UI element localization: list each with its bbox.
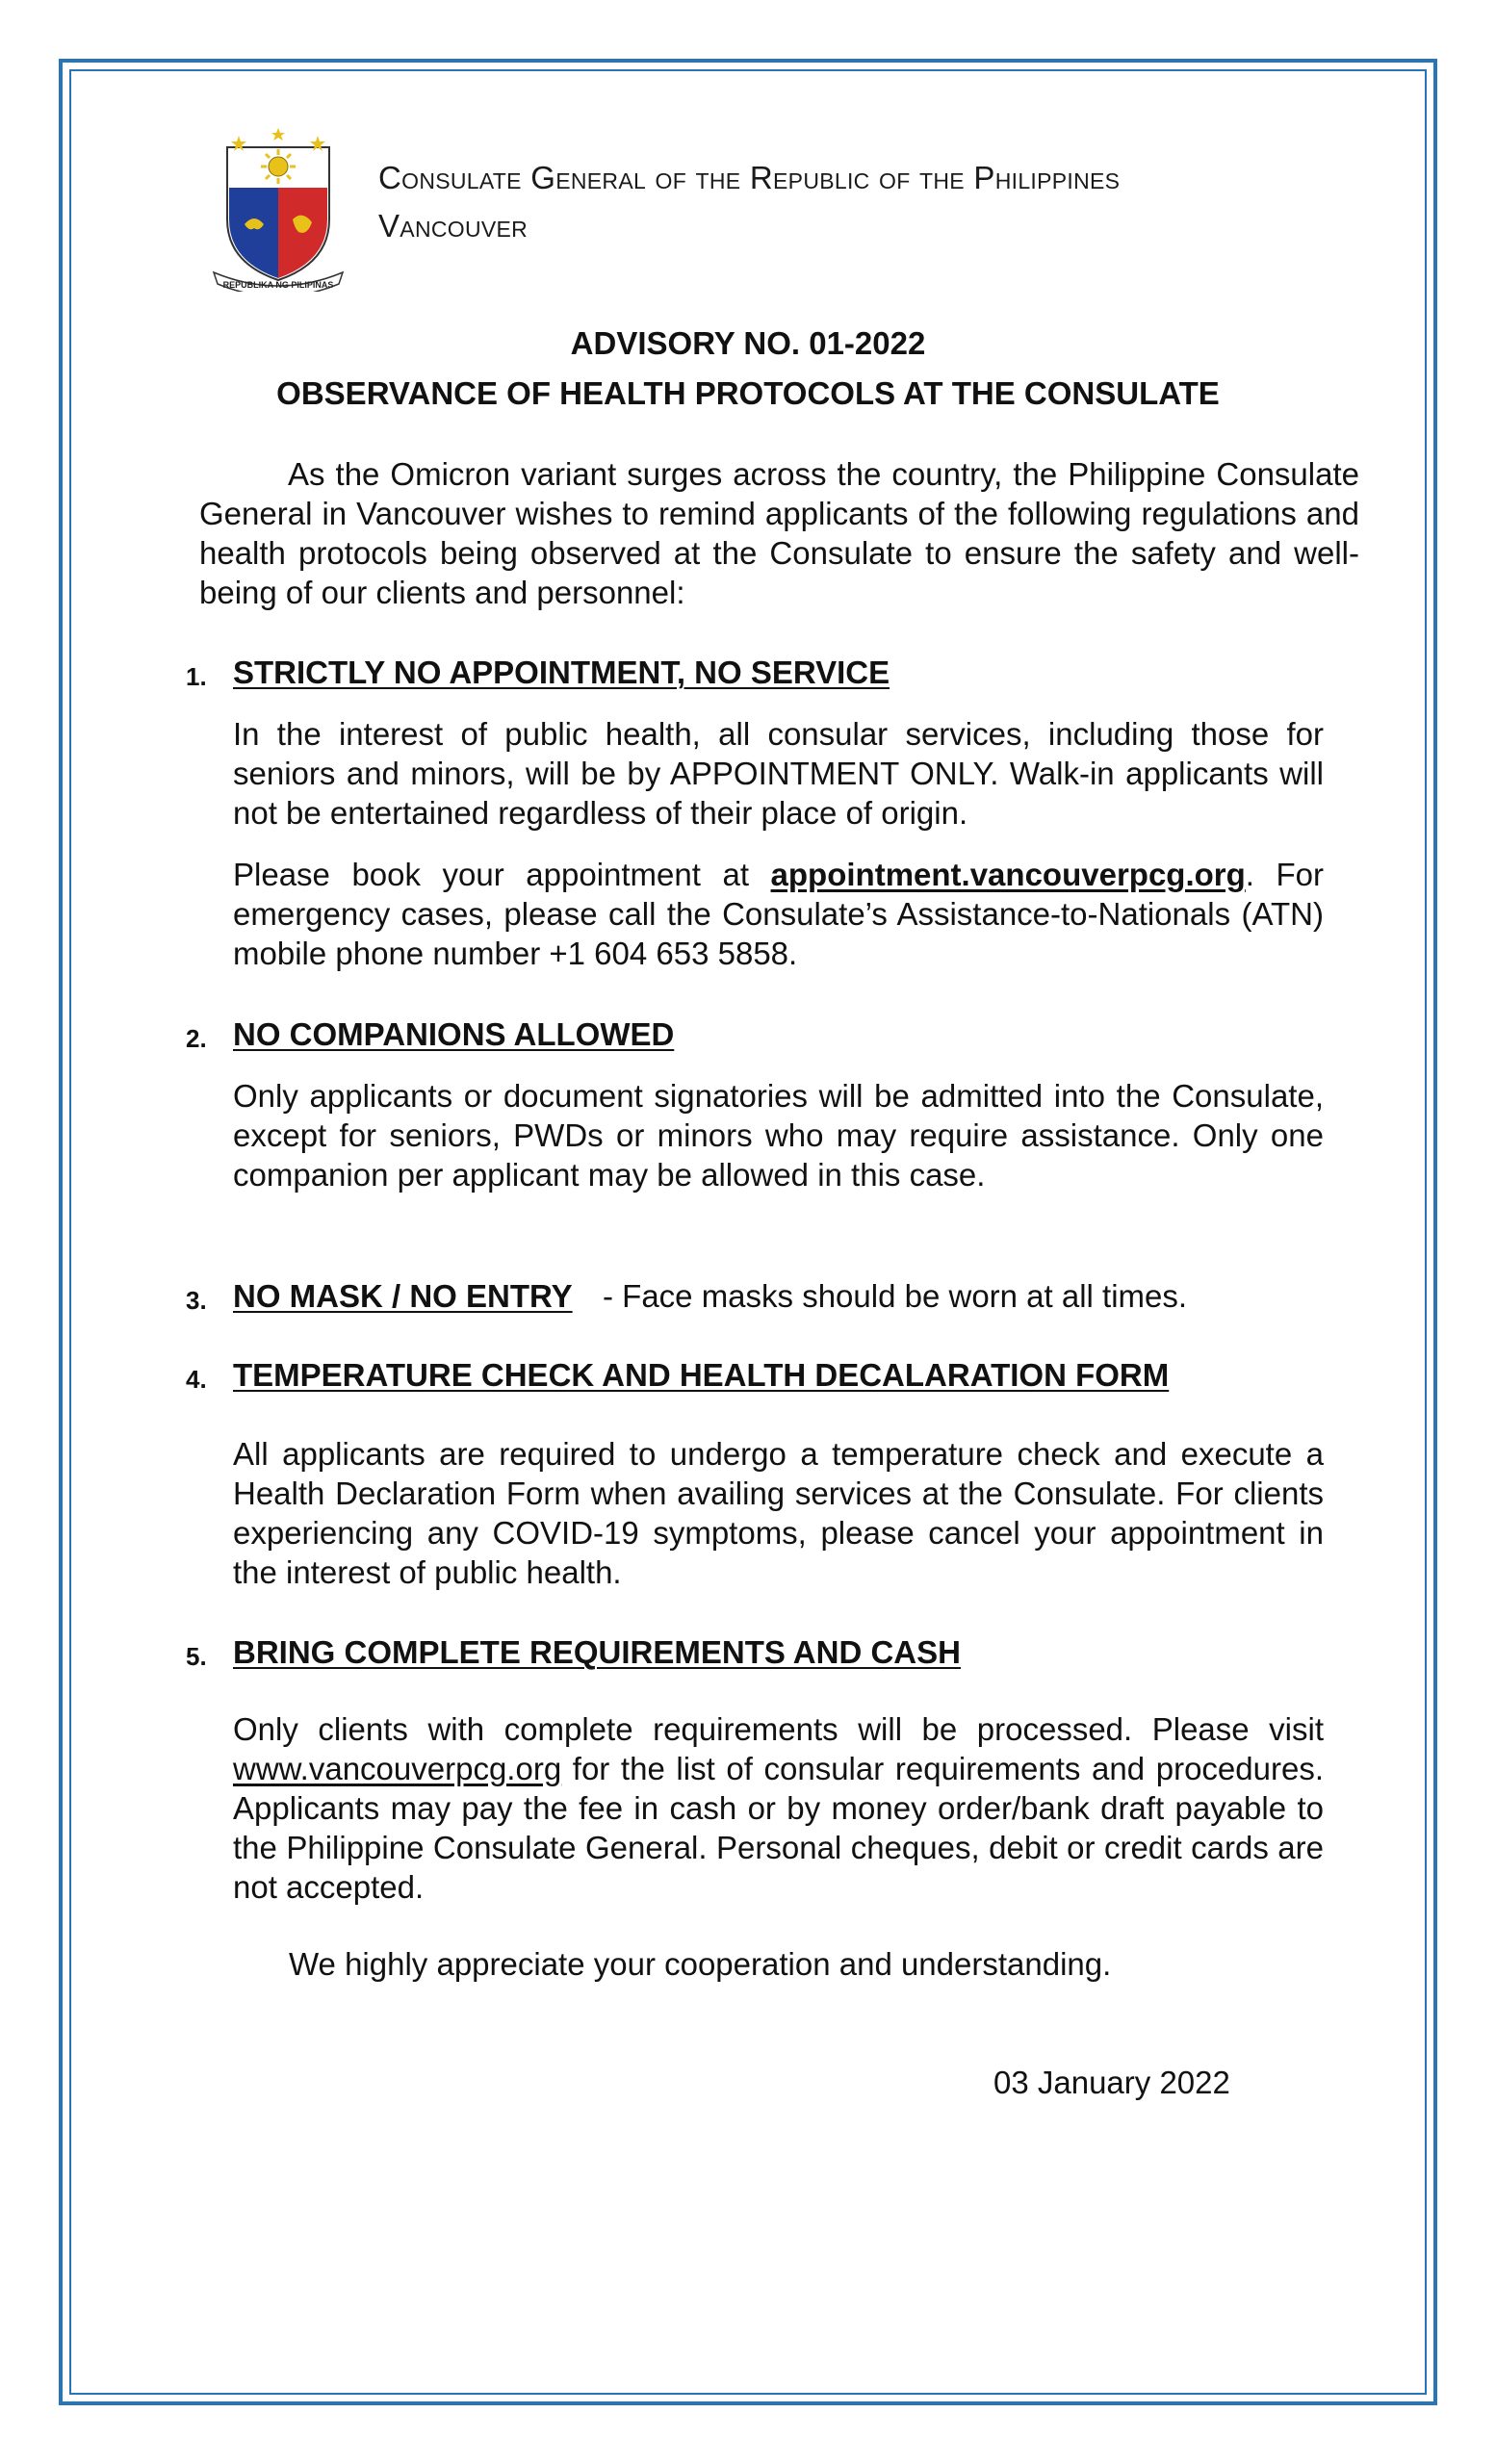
item-1-paragraph-1: In the interest of public health, all consular services, including those for seniors and minors, will be by APPOINTMENT ONLY. Walk-in applicants will not be entertained regardless of their place of origin. — [233, 716, 1324, 831]
item-2-paragraph: Only applicants or document signatories will be admitted into the Consulate, except for seniors, PWDs or minors who may require assistance. Only one companion per applicant may be allowed in this case. — [233, 1078, 1324, 1193]
item-1-paragraph-2 — [233, 855, 1324, 973]
item-1-text-before-link: Please book your appointment at — [233, 857, 771, 892]
website-link[interactable]: www.vancouverpcg.org — [233, 1751, 562, 1786]
item-1-number: 1. — [186, 662, 207, 691]
advisory-date: 03 January 2022 — [993, 2065, 1230, 2100]
item-4-heading: TEMPERATURE CHECK AND HEALTH DECALARATION FORM — [233, 1357, 1170, 1393]
item-5-text-after-link: for the list of consular requirements and procedures. Applicants may pay the fee in cash or by money order/bank draft payable to the Philippine Consulate General. Personal cheques, debit or credit cards are not accepted. — [233, 1751, 1324, 1905]
item-5-number: 5. — [186, 1642, 207, 1671]
letterhead-city: Vancouver — [378, 208, 529, 244]
intro-paragraph: As the Omicron variant surges across the country, the Philippine Consulate General in Vancouver wishes to remind applicants of the following regulations and health protocols being observed at the Consulate to ensure the safety and well-being of our clients and personnel: — [199, 456, 1359, 610]
advisory-number: ADVISORY NO. 01-2022 — [570, 325, 926, 361]
item-3-number: 3. — [186, 1286, 207, 1315]
item-5-heading: BRING COMPLETE REQUIREMENTS AND CASH — [233, 1634, 961, 1670]
letterhead — [378, 154, 1120, 250]
item-5-text-before-link: Only clients with complete requirements will be processed. Please visit — [233, 1711, 1324, 1747]
item-4-paragraph: All applicants are required to undergo a temperature check and execute a Health Declaration Form when availing services at the Consulate. For clients experiencing any COVID-19 symptoms, please cancel your appointment in the interest of public health. — [233, 1436, 1324, 1590]
appointment-link[interactable]: appointment.vancouverpcg.org — [770, 857, 1246, 892]
item-2-heading: NO COMPANIONS ALLOWED — [233, 1016, 675, 1052]
item-1-heading: STRICTLY NO APPOINTMENT, NO SERVICE — [233, 654, 890, 690]
item-4-number: 4. — [186, 1365, 207, 1394]
item-3-note: - Face masks should be worn at all times. — [603, 1278, 1188, 1314]
closing-statement: We highly appreciate your cooperation and understanding. — [289, 1946, 1112, 1982]
seal-scroll-text: REPUBLIKA NG PILIPINAS — [222, 280, 334, 290]
advisory-title: OBSERVANCE OF HEALTH PROTOCOLS AT THE CONSULATE — [276, 375, 1220, 411]
philippine-seal-logo — [206, 128, 350, 292]
page-border-inner — [69, 69, 1427, 2395]
item-3-heading: NO MASK / NO ENTRY — [233, 1278, 573, 1314]
item-5-paragraph — [233, 1709, 1324, 1907]
item-2-number: 2. — [186, 1024, 207, 1053]
item-1-text-after-link: . For emergency cases, please call the Consulate’s Assistance-to-Nationals (ATN) mobile phone number +1 604 653 5858. — [233, 857, 1324, 971]
letterhead-consulate-name: Consulate General of the Republic of the Philippines — [378, 160, 1121, 195]
